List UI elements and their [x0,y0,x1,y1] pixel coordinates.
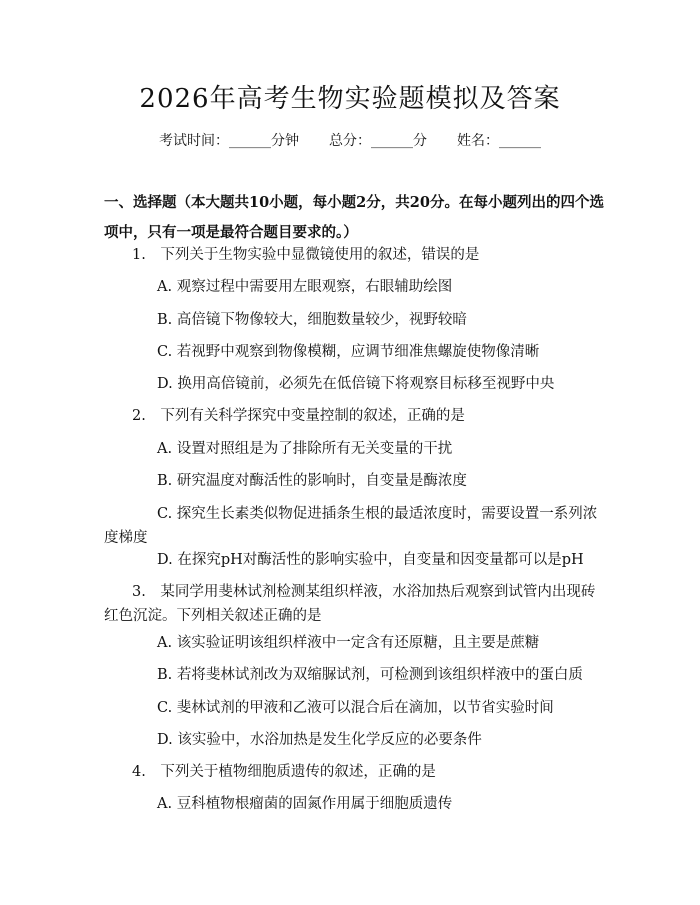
question-2-stem: 2. 下列有关科学探究中变量控制的叙述，正确的是 [132,408,465,424]
question-1-option-b: B. 高倍镜下物像较大，细胞数量较少，视野较暗 [157,312,467,328]
name-label: 姓名： [457,133,499,149]
question-1-stem: 1. 下列关于生物实验中显微镜使用的叙述，错误的是 [132,247,480,263]
question-2-option-a: A. 设置对照组是为了排除所有无关变量的干扰 [157,441,453,457]
question-3-option-d: D. 该实验中，水浴加热是发生化学反应的必要条件 [157,732,482,748]
exam-info-line [0,130,700,152]
page-title: 2026年高考生物实验题模拟及答案 [139,84,561,114]
time-label: 考试时间： [159,133,229,149]
question-1-option-d: D. 换用高倍镜前，必须先在低倍镜下将观察目标移至视野中央 [157,376,555,392]
question-2-option-b: B. 研究温度对酶活性的影响时，自变量是酶浓度 [157,473,467,489]
question-3-stem: 3. 某同学用斐林试剂检测某组织样液，水浴加热后观察到试管内出现砖红色沉淀。下列相关叙述正确的是 [104,584,596,624]
question-1-option-c: C. 若视野中观察到物像模糊，应调节细准焦螺旋使物像清晰 [157,344,540,360]
name-blank: ______ [499,133,541,149]
question-3-option-b: B. 若将斐林试剂改为双缩脲试剂，可检测到该组织样液中的蛋白质 [157,667,583,683]
question-2-option-c: C. 探究生长素类似物促进插条生根的最适浓度时，需要设置一系列浓度梯度 [104,506,598,546]
question-2-option-d: D. 在探究pH对酶活性的影响实验中，自变量和因变量都可以是pH [157,552,584,568]
question-1-option-a: A. 观察过程中需要用左眼观察，右眼辅助绘图 [157,279,453,295]
question-4-option-a: A. 豆科植物根瘤菌的固氮作用属于细胞质遗传 [157,796,453,812]
section-heading: 一、选择题（本大题共10小题，每小题2分，共20分。在每小题列出的四个选项中，只有一项是最符合题目要求的。） [104,194,604,241]
question-4-stem: 4. 下列关于植物细胞质遗传的叙述，正确的是 [132,764,436,780]
score-label: 总分： [329,133,371,149]
score-unit: 分 [413,133,427,149]
question-3-option-a: A. 该实验证明该组织样液中一定含有还原糖，且主要是蔗糖 [157,635,540,651]
question-3-option-c: C. 斐林试剂的甲液和乙液可以混合后在滴加，以节省实验时间 [157,700,554,716]
time-blank: ______ [229,133,271,149]
score-blank: ______ [371,133,413,149]
time-unit: 分钟 [271,133,299,149]
